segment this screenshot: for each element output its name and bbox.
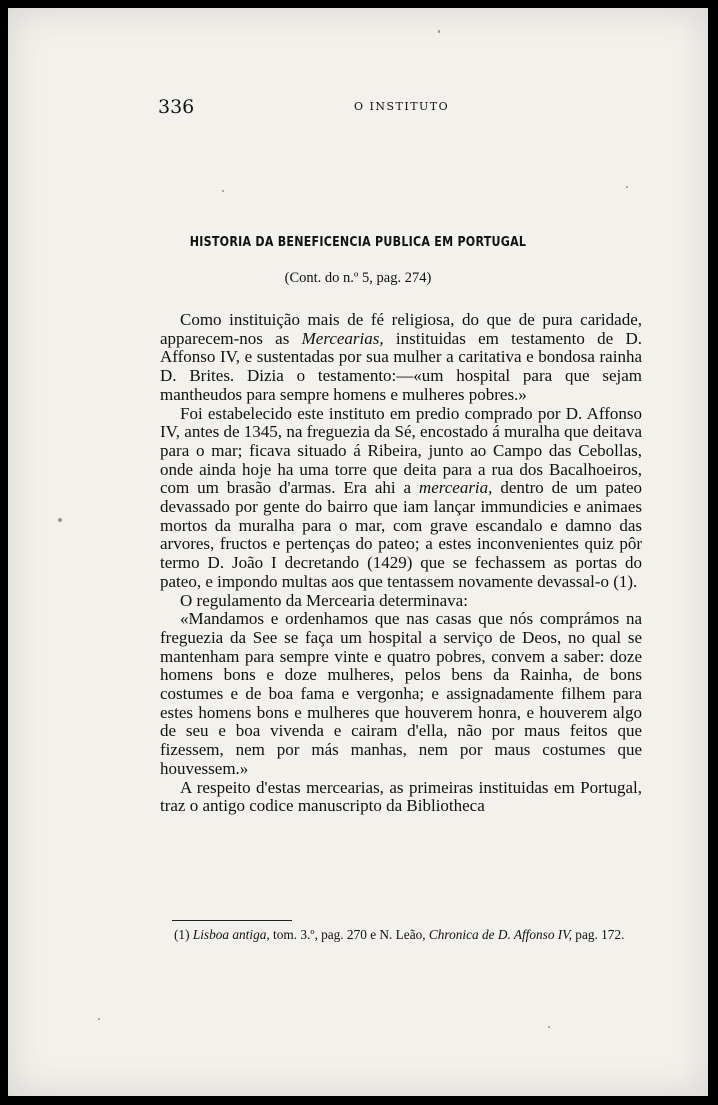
article-subtitle: (Cont. do n.º 5, pag. 274) (284, 270, 432, 286)
paragraph: O regulamento da Mercearia determinava: (180, 590, 468, 610)
running-head: O INSTITUTO (354, 100, 450, 113)
article-body (160, 311, 642, 816)
scan-speck (548, 1026, 550, 1028)
paragraph: A respeito d'estas mercearias, as primeiras instituidas em Portugal, traz o antigo codice manuscripto da Bibliotheca (160, 777, 642, 816)
paragraph: «Mandamos e ordenhamos que nas casas que nós comprámos na freguezia da See se faça um hospital a serviço de Deos, no qual se mantenham para sempre vinte e quatro pobres, convem a saber: doze homens bons e doze mulheres, pelos bens da Rainha, de bons costumes e de boa fama e vergonha; e assignadamente filhem para estes homens bons e mulheres que houverem honra, e houverem algo de seu e boa vivenda e cairam d'ella, não por maus feitos que fizessem, nem por más manhas, nem por maus costumes que houvessem.» (160, 609, 642, 778)
page-header (158, 96, 648, 120)
paragraph: Como instituição mais de fé religiosa, do que de pura caridade, apparecem-nos as Mercearias, instituidas em testamento de D. Affonso IV, e sustentadas por sua mulher a caritativa e bondosa rainha D. Brites. Dizia o testamento:—«um hospital para que sejam mantheudos para sempre homens e mulheres pobres.» (160, 310, 642, 404)
scan-speck (222, 190, 224, 192)
scanned-page (8, 8, 708, 1096)
footnote-rule (172, 920, 292, 921)
page-number: 336 (158, 96, 195, 118)
scan-speck (58, 518, 62, 522)
scan-speck (98, 1018, 100, 1020)
scan-speck (438, 30, 440, 33)
article-title: HISTORIA DA BENEFICENCIA PUBLICA EM PORTUGAL (189, 234, 527, 250)
footnote: (1) Lisboa antiga, tom. 3.º, pag. 270 e N. Leão, Chronica de D. Affonso IV, pag. 172. (174, 927, 625, 942)
scan-speck (626, 186, 628, 188)
paragraph: Foi estabelecido este instituto em predio comprado por D. Affonso IV, antes de 1345, na freguezia da Sé, encostado á muralha que deitava para o mar; ficava situado á Ribeira, junto ao Campo das Cebollas, onde ainda hoje ha uma torre que deita para a rua dos Bacalhoeiros, com um brasão d'armas. Era ahi a mercearia, dentro de um pateo devassado por gente do bairro que iam lançar immundicies e animaes mortos da muralha para o mar, com grave escandalo e damno das arvores, fructos e pertenças do pateo; a estes inconvenientes quiz pôr termo D. João I decretando (1429) que se fechassem as portas do pateo, e impondo multas aos que tentassem novamente devassal-o (1). (160, 403, 643, 591)
